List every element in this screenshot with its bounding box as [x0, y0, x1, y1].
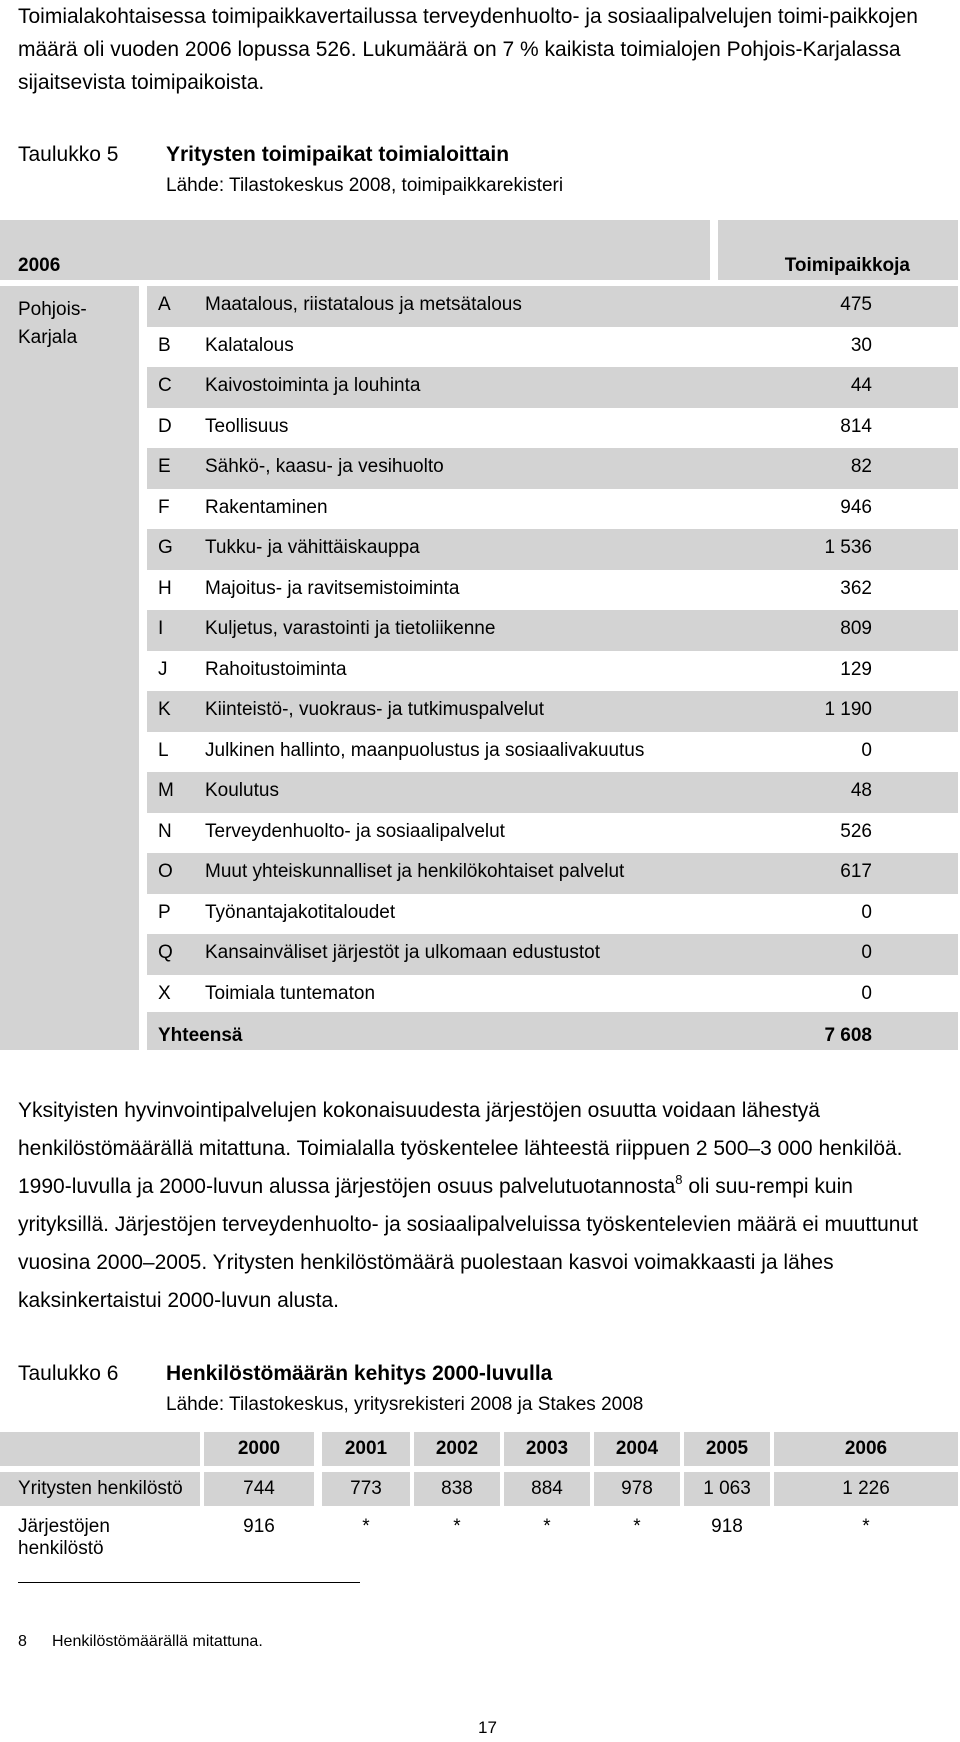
table5-row-value: 946 [840, 496, 872, 518]
table5-title: Yritysten toimipaikat toimialoittain [166, 143, 510, 166]
table5-row [147, 853, 958, 894]
table5-row [147, 570, 958, 611]
table5-row-value: 0 [861, 901, 872, 923]
table5-row [147, 367, 958, 408]
table5-row-code: B [158, 334, 171, 356]
footnote-divider [18, 1582, 360, 1583]
body-paragraph [18, 1092, 943, 1320]
table5-row-value: 362 [840, 577, 872, 599]
table5-row-value: 48 [850, 780, 872, 801]
table5-row-code: M [158, 780, 174, 801]
table5-row [147, 489, 958, 530]
table5-row-code: F [158, 496, 170, 518]
table6-cell: * [453, 1516, 461, 1537]
table5-row-name: Kansainväliset järjestöt ja ulkomaan edustustot [205, 942, 601, 963]
table5-row-name: Kalatalous [205, 334, 294, 356]
table5-rows [147, 286, 958, 1015]
table6-cell: 773 [350, 1478, 382, 1499]
table5-row-code: D [158, 415, 172, 437]
table5-row [147, 732, 958, 773]
table6-cell: 1 226 [842, 1478, 890, 1499]
table5-total-label: Yhteensä [158, 1025, 243, 1046]
table5-row-name: Maatalous, riistatalous ja metsätalous [205, 294, 522, 315]
table6-cell: * [362, 1516, 370, 1537]
table5-row-code: C [158, 375, 172, 396]
body-text-part1: Yksityisten hyvinvointipalvelujen kokonaisuudesta järjestöjen osuutta voidaan lähestyä henkilöstömäärällä mitattuna. Toimialalla työskentelee lähteestä riippuen 2 500–3 000 henkilöä. 1990-luvulla ja 2000-luvun alussa järjestöjen osuus palvelutuotannosta [18, 1099, 903, 1198]
table5-row-code: N [158, 820, 172, 842]
table5-row-code: E [158, 456, 171, 477]
table5-row-name: Kaivostoiminta ja louhinta [205, 375, 421, 396]
table6-year-header: 2001 [344, 1438, 388, 1459]
table5-total-row [147, 1012, 958, 1050]
table5-header-year: 2006 [18, 255, 61, 276]
table5-total-value: 7 608 [824, 1025, 872, 1046]
table5-row-name: Työnantajakotitaloudet [205, 901, 396, 923]
table5-row-value: 617 [840, 861, 872, 882]
footnote-text: Henkilöstömäärällä mitattuna. [52, 1633, 263, 1650]
table5-row-name: Sähkö-, kaasu- ja vesihuolto [205, 456, 444, 477]
table5-row [147, 610, 958, 651]
footnote-number: 8 [18, 1633, 27, 1650]
table5-header-column: Toimipaikkoja [784, 255, 910, 276]
table5-row-value: 30 [850, 334, 872, 356]
table5-row-value: 0 [861, 982, 872, 1004]
table6-cell: 916 [243, 1516, 275, 1537]
table6-cell: 918 [711, 1516, 743, 1537]
table6-cell: 1 063 [703, 1478, 751, 1499]
table5-row [147, 975, 958, 1016]
intro-paragraph: Toimialakohtaisessa toimipaikkavertailussa terveydenhuolto- ja sosiaalipalvelujen toimi-paikkojen määrä oli vuoden 2006 lopussa 526. Lukumäärä on 7 % kaikista toimialojen Pohjois-Karjalassa sijaitsevista toimipaikoista. [18, 5, 918, 94]
table6-cell: 978 [621, 1478, 653, 1499]
table5-row [147, 934, 958, 975]
table5-row-value: 0 [861, 739, 872, 761]
table5-row-value: 814 [840, 415, 872, 437]
table6-cell: 744 [243, 1478, 275, 1499]
table5-row-value: 526 [840, 820, 872, 842]
table5-row [147, 691, 958, 732]
page-number: 17 [478, 1718, 497, 1737]
table6-year-header: 2002 [435, 1438, 479, 1459]
table5-row-name: Teollisuus [205, 415, 289, 437]
table5-row [147, 772, 958, 813]
table6-cell: 838 [441, 1478, 473, 1499]
table5-row-name: Toimiala tuntematon [205, 982, 376, 1004]
table5-row-name: Kuljetus, varastointi ja tietoliikenne [205, 618, 496, 639]
table5-row [147, 327, 958, 368]
table6-year-header: 2000 [237, 1438, 281, 1459]
table6-row-label: Yritysten henkilöstö [18, 1478, 183, 1499]
table5-row [147, 286, 958, 327]
table5-row-code: P [158, 901, 171, 923]
table6-header-row [0, 1432, 958, 1466]
table5-row-name: Julkinen hallinto, maanpuolustus ja sosiaalivakuutus [205, 739, 645, 761]
table5-region-label: Pohjois- Karjala [18, 299, 87, 348]
table5-number: Taulukko 5 [18, 143, 119, 166]
table5-row [147, 529, 958, 570]
table6-cell: * [633, 1516, 641, 1537]
table5-row-code: L [158, 739, 169, 761]
table6-year-header: 2006 [844, 1438, 888, 1459]
table5-row-value: 44 [850, 375, 872, 396]
table5-row-value: 1 190 [824, 699, 872, 720]
table5-row-name: Terveydenhuolto- ja sosiaalipalvelut [205, 820, 505, 842]
table5-row-value: 809 [840, 618, 872, 639]
table5-row [147, 408, 958, 449]
table5-row-value: 1 536 [824, 537, 872, 558]
table5-row-name: Kiinteistö-, vuokraus- ja tutkimuspalvelut [205, 699, 544, 720]
table6-cell: * [862, 1516, 870, 1537]
table5-row-code: J [158, 658, 168, 680]
table5-row-name: Rakentaminen [205, 496, 328, 518]
table5-source: Lähde: Tilastokeskus 2008, toimipaikkarekisteri [166, 175, 564, 196]
table6-year-header: 2005 [705, 1438, 749, 1459]
footnote-reference: 8 [675, 1172, 683, 1187]
table6-cell: * [543, 1516, 551, 1537]
table6-cell: 884 [531, 1478, 563, 1499]
table5-row-name: Koulutus [205, 780, 279, 801]
table5-row-code: K [158, 699, 171, 720]
table5-row [147, 651, 958, 692]
table6-row-label: Järjestöjen henkilöstö [18, 1516, 110, 1559]
table6-source: Lähde: Tilastokeskus, yritysrekisteri 2008 ja Stakes 2008 [166, 1394, 644, 1415]
table6-year-header: 2003 [525, 1438, 569, 1459]
table5-row-code: A [158, 294, 171, 315]
table5-row-name: Tukku- ja vähittäiskauppa [205, 537, 420, 558]
table6-title: Henkilöstömäärän kehitys 2000-luvulla [166, 1362, 553, 1385]
table5-row-value: 0 [861, 942, 872, 963]
table5-row-value: 82 [850, 456, 872, 477]
table5-row [147, 813, 958, 854]
table5-row-code: H [158, 577, 172, 599]
table5-row-code: Q [158, 942, 173, 963]
table5-row-name: Muut yhteiskunnalliset ja henkilökohtaiset palvelut [205, 861, 625, 882]
table6-row [0, 1510, 958, 1559]
table5-row-code: G [158, 537, 173, 558]
body-text-part2: oli suu-rempi kuin yrityksillä. Järjestöjen terveydenhuolto- ja sosiaalipalveluissa työskentelevien määrä ei muuttunut vuosina 2000–2005. Yritysten henkilöstömäärä puolestaan kasvoi voimakkaasti ja lähes kaksinkertaistui 2000-luvun alusta. [18, 1175, 918, 1312]
table5-row-value: 129 [840, 658, 872, 680]
table5-row [147, 448, 958, 489]
table6 [0, 1432, 960, 1559]
table6-year-header: 2004 [615, 1438, 659, 1459]
table5-row-name: Rahoitustoiminta [205, 658, 347, 680]
table5-row-code: X [158, 982, 171, 1004]
table5-row-code: O [158, 861, 173, 882]
table5-row-value: 475 [840, 294, 872, 315]
table5-region-cell [0, 286, 139, 1050]
table6-row [0, 1472, 958, 1506]
table6-number: Taulukko 6 [18, 1362, 119, 1385]
table5-row-name: Majoitus- ja ravitsemistoiminta [205, 577, 460, 599]
table5-row-code: I [158, 618, 164, 639]
table5 [0, 220, 960, 1050]
table5-row [147, 894, 958, 935]
